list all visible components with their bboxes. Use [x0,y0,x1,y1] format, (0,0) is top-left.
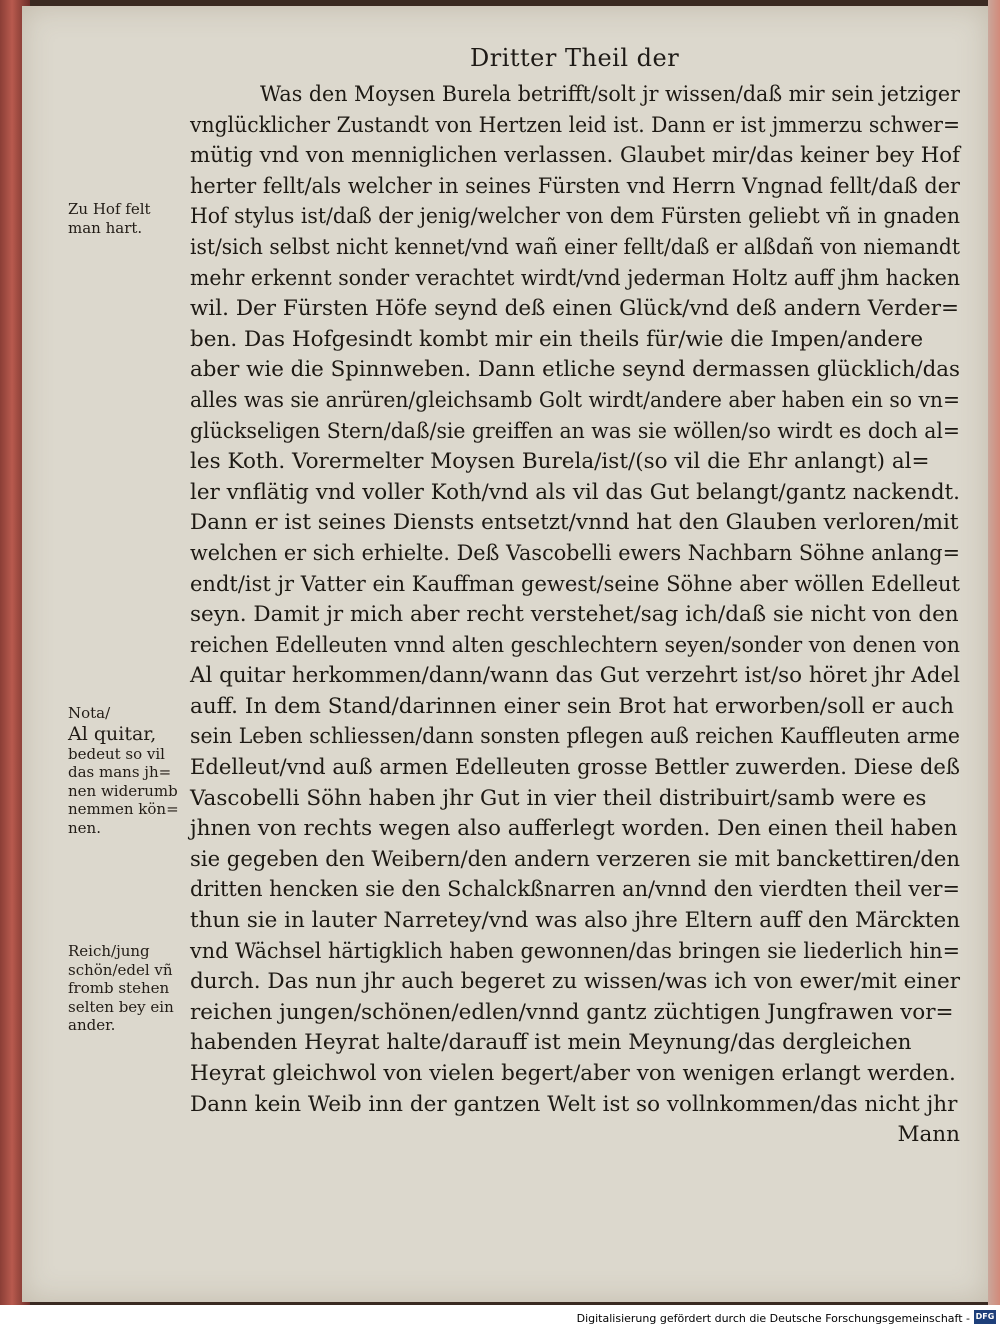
running-head: Dritter Theil der [470,44,680,72]
marginal-line: nen. [68,818,101,837]
funding-credit: Digitalisierung gefördert durch die Deutsche Forschungsgemeinschaft - [576,1312,970,1325]
marginal-note-nota [68,704,193,837]
body-line: reichen jungen/schönen/edlen/vnnd gantz züchtigen Jungfrawen vor= [190,999,954,1025]
body-text [190,80,960,1151]
marginal-line: nemmen kön= [68,800,179,818]
body-line: Al quitar herkommen/dann/wann das Gut verzehrt ist/so höret jhr Adel [190,663,960,689]
marginal-note-hof [68,200,193,237]
body-line: dritten hencken sie den Schalckßnarren an/vnnd den vierdten theil ver= [190,877,960,903]
body-line: alles was sie anrüren/gleichsamb Golt wirdt/andere aber haben ein so vn= [190,387,960,413]
body-line: habenden Heyrat halte/darauff ist mein Meynung/das dergleichen [190,1030,912,1056]
marginal-line: Nota/ [68,704,111,722]
body-line: Vascobelli Söhn haben jhr Gut in vier theil distribuirt/samb were es [190,785,927,811]
marginal-line: bedeut so vil [68,744,165,763]
marginal-line: fromb stehen [68,979,170,997]
body-line: Was den Moysen Burela betrifft/solt jr wissen/daß mir sein jetziger [260,82,960,107]
body-line: vnd Wächsel härtigklich haben gewonnen/das bringen sie liederlich hin= [190,938,960,964]
marginal-line: das mans jh= [68,763,172,781]
marginal-line: Reich/jung [68,942,150,960]
body-line: mütig vnd von menniglichen verlassen. Glaubet mir/das keiner bey Hof [190,143,960,169]
body-line: endt/ist jr Vatter ein Kauffman gewest/seine Söhne aber wöllen Edelleut [190,571,960,597]
catchword: Mann [897,1122,960,1148]
body-line: vnglücklicher Zustandt von Hertzen leid ist. Dann er ist jmmerzu schwer= [190,112,960,138]
body-line: mehr erkennt sonder verachtet wirdt/vnd jederman Holtz auff jhm hacken [190,265,960,291]
marginal-line: ander. [68,1016,116,1034]
body-line: ler vnflätig vnd voller Koth/vnd als vil das Gut belangt/gantz nackendt. [190,479,960,505]
marginal-note-reich [68,942,193,1035]
body-line: Dann kein Weib inn der gantzen Welt ist so vollnkommen/das nicht jhr [190,1091,958,1117]
book-edge-right [988,0,1000,1305]
body-line: Hof stylus ist/daß der jenig/welcher von dem Fürsten geliebt vñ in gnaden [190,204,960,230]
body-line: aber wie die Spinnweben. Dann etliche seynd dermassen glücklich/das [190,357,960,383]
body-line: reichen Edelleuten vnnd alten geschlechtern seyen/sonder von denen von [190,632,960,658]
body-line: wil. Der Fürsten Höfe seynd deß einen Glück/vnd deß andern Verder= [190,296,960,322]
body-line: ist/sich selbst nicht kennet/vnd wañ einer fellt/daß er alßdañ von niemandt [190,234,960,260]
marginal-line: Al quitar, [68,722,157,745]
marginal-line: schön/edel vñ [68,960,173,979]
body-line: seyn. Damit jr mich aber recht verstehet/sag ich/daß sie nicht von den [190,602,959,628]
marginal-line: Zu Hof felt [68,200,151,218]
body-line: welchen er sich erhielte. Deß Vascobelli ewers Nachbarn Söhne anlang= [190,540,960,566]
body-line: durch. Das nun jhr auch begeret zu wissen/was ich von ewer/mit einer [190,969,960,995]
body-line: Edelleut/vnd auß armen Edelleuten grosse Bettler zuwerden. Diese deß [190,755,960,781]
body-line: sein Leben schliessen/dann sonsten pflegen auß reichen Kauffleuten arme [190,724,960,750]
body-line: les Koth. Vorermelter Moysen Burela/ist/(so vil die Ehr anlangt) al= [190,449,930,475]
body-line: glückseligen Stern/daß/sie greiffen an was sie wöllen/so wirdt es doch al= [190,418,960,444]
body-line: Heyrat gleichwol von vielen begert/aber von wenigen erlangt werden. [190,1061,956,1086]
dfg-logo: DFG [974,1310,996,1324]
body-line: thun sie in lauter Narretey/vnd was also jhre Eltern auff den Märckten [190,908,960,934]
marginal-line: selten bey ein [68,997,174,1016]
body-line: ben. Das Hofgesindt kombt mir ein theils für/wie die Impen/andere [190,326,924,352]
body-line: herter fellt/als welcher in seines Fürsten vnd Herrn Vngnad fellt/daß der [190,173,960,199]
body-line: Dann er ist seines Diensts entsetzt/vnnd hat den Glauben verloren/mit [190,510,959,536]
marginal-line: man hart. [68,218,143,237]
body-line: jhnen von rechts wegen also aufferlegt worden. Den einen theil haben [190,816,958,842]
body-line: sie gegeben den Weibern/den andern verzeren sie mit banckettiren/den [190,846,960,872]
marginal-line: nen widerumb [68,781,178,800]
body-line: auff. In dem Stand/darinnen einer sein Brot hat erworben/soll er auch [190,693,954,719]
